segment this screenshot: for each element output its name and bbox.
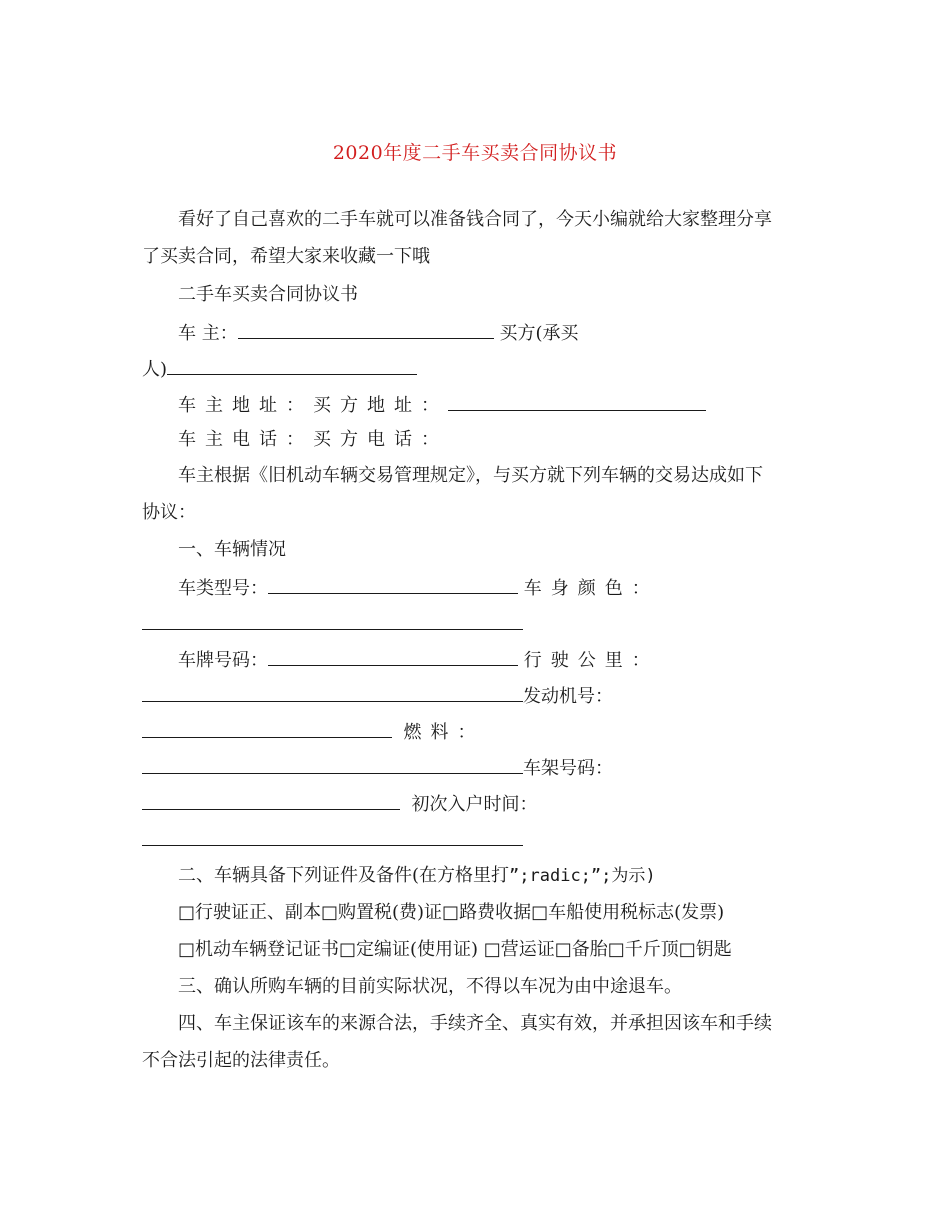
plate-blank[interactable] [268, 648, 518, 666]
buyer-label-cont: 人) [142, 359, 168, 380]
documents-row-1: □行驶证正、副本□购置税(费)证□路费收据□车船使用税标志(发票) [178, 902, 725, 923]
documents-row-2: □机动车辆登记证书□定编证(使用证) □营运证□备胎□千斤顶□钥匙 [178, 939, 732, 960]
section4-line-1: 四、车主保证该车的来源合法，手续齐全、真实有效，并承担因该车和手续 [178, 1013, 772, 1034]
owner-phone-label: 车主电话： [178, 429, 313, 450]
register-label: 初次入户时间： [411, 794, 538, 815]
engine-blank[interactable] [142, 720, 392, 738]
buyer-phone-label: 买方电话： [313, 429, 448, 450]
engine-row [142, 720, 484, 744]
fuel-label: 燃料： [403, 722, 485, 743]
register-row [142, 828, 523, 852]
engine-label: 发动机号： [523, 686, 613, 707]
buyer-label: 买方(承买 [499, 323, 579, 344]
doc-heading: 二手车买卖合同协议书 [178, 284, 358, 305]
agreement-line-2: 协议： [142, 502, 196, 523]
frame-blank[interactable] [142, 792, 400, 810]
fuel-blank[interactable] [142, 756, 523, 774]
fuel-row [142, 756, 613, 780]
section4-line-2: 不合法引起的法律责任。 [142, 1050, 340, 1071]
model-row [178, 576, 659, 600]
color-row [142, 612, 523, 636]
section2-heading [178, 865, 656, 887]
agreement-line-1: 车主根据《旧机动车辆交易管理规定》，与买方就下列车辆的交易达成如下 [178, 465, 763, 486]
mileage-label: 行驶公里： [523, 650, 659, 671]
buyer-row [142, 357, 417, 381]
phone-row [178, 429, 448, 451]
owner-row [178, 321, 579, 345]
section2-heading-c: ;为示) [601, 866, 656, 886]
model-blank[interactable] [268, 576, 518, 594]
mileage-blank[interactable] [142, 684, 523, 702]
buyer-blank[interactable] [167, 357, 417, 375]
owner-address-label: 车主地址： [178, 395, 313, 416]
frame-label: 车架号码： [523, 758, 613, 779]
section2-heading-b: ”;radic;” [509, 866, 602, 886]
buyer-address-label: 买方地址： [313, 395, 448, 416]
address-row [178, 393, 706, 417]
model-label: 车类型号： [178, 578, 268, 599]
frame-row [142, 792, 537, 816]
owner-label: 车 主： [178, 323, 238, 344]
intro-line-1: 看好了自己喜欢的二手车就可以准备钱合同了，今天小编就给大家整理分享 [178, 209, 772, 230]
color-label: 车身颜色： [523, 578, 659, 599]
color-blank[interactable] [142, 612, 523, 630]
section2-heading-a: 二、车辆具备下列证件及备件(在方格里打 [178, 865, 510, 886]
plate-row [178, 648, 659, 672]
intro-line-2: 了买卖合同，希望大家来收藏一下哦 [142, 246, 430, 267]
section3: 三、确认所购车辆的目前实际状况，不得以车况为由中途退车。 [178, 976, 682, 997]
section1-heading: 一、车辆情况 [178, 539, 286, 560]
plate-label: 车牌号码： [178, 650, 268, 671]
buyer-address-blank[interactable] [448, 393, 706, 411]
owner-blank[interactable] [238, 321, 494, 339]
mileage-row [142, 684, 613, 708]
register-blank[interactable] [142, 828, 523, 846]
document-title: 2020年度二手车买卖合同协议书 [332, 142, 618, 164]
